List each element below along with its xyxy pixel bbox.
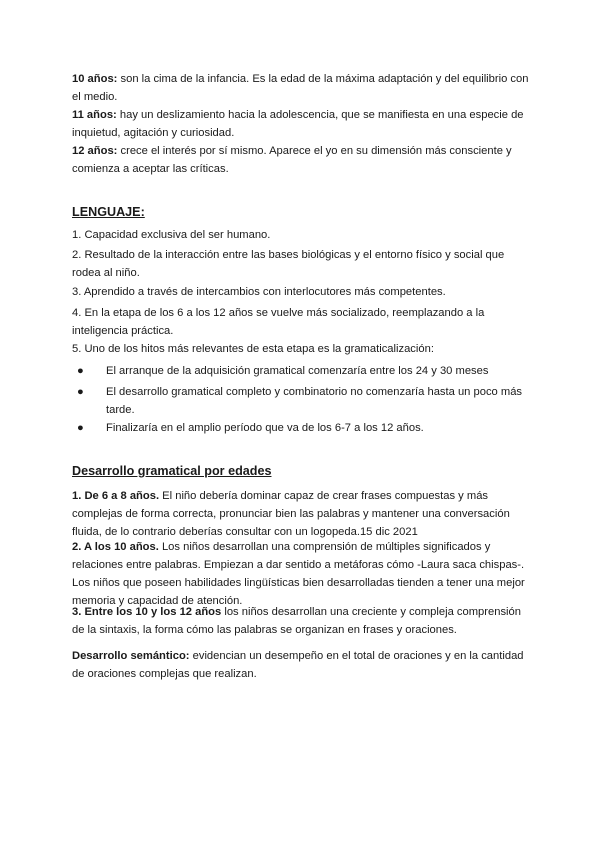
desarrollo-item-2 (72, 538, 532, 610)
lenguaje-item-1: 1. Capacidad exclusiva del ser humano. (72, 229, 271, 241)
age-paragraph-10 (72, 70, 532, 106)
age-text: crece el interés por sí mismo. Aparece el yo en su dimensión más consciente y comienza a aceptar las críticas. (72, 145, 512, 175)
desarrollo-label: 3. Entre los 10 y los 12 años (72, 606, 222, 618)
desarrollo-text: los niños desarrollan una creciente y compleja comprensión de la sintaxis, la forma cómo las palabras se organizan en frases y oraciones. (72, 606, 521, 636)
bullet-text: El arranque de la adquisición gramatical comenzaría entre los 24 y 30 meses (106, 365, 489, 377)
desarrollo-item-3 (72, 603, 532, 639)
desarrollo-semantico (72, 647, 532, 683)
lenguaje-item-3: 3. Aprendido a través de intercambios con interlocutores más competentes. (72, 286, 446, 298)
lenguaje-item-4: 4. En la etapa de los 6 a los 12 años se vuelve más socializado, reemplazando a la inteligencia práctica. (72, 307, 485, 337)
lenguaje-bullet (77, 419, 532, 437)
desarrollo-heading: Desarrollo gramatical por edades (72, 464, 272, 478)
lenguaje-bullet (77, 383, 532, 419)
age-label: 12 años: (72, 145, 118, 157)
lenguaje-heading: LENGUAJE: (72, 205, 145, 219)
age-text: son la cima de la infancia. Es la edad de la máxima adaptación y del equilibrio con el medio. (72, 73, 529, 103)
bullet-text: El desarrollo gramatical completo y combinatorio no comenzaría hasta un poco más tarde. (106, 386, 523, 416)
age-paragraph-11 (72, 106, 532, 142)
semantico-text: evidencian un desempeño en el total de oraciones y en la cantidad de oraciones complejas que realizan. (72, 650, 524, 680)
desarrollo-text: Los niños desarrollan una comprensión de múltiples significados y relaciones entre palabras. Empiezan a dar sentido a metáforas cómo -Laura saca chispas-. Los niños que poseen habilidades lingüísticas bien desarrolladas tienden a tener una mejor memoria y capacidad de atención. (72, 541, 525, 607)
lenguaje-item-5: 5. Uno de los hitos más relevantes de esta etapa es la gramaticalización: (72, 343, 434, 355)
bullet-dot-icon: ● (77, 365, 84, 377)
desarrollo-item-1 (72, 487, 532, 541)
age-label: 10 años: (72, 73, 118, 85)
lenguaje-item-2: 2. Resultado de la interacción entre las bases biológicas y el entorno físico y social que rodea al niño. (72, 249, 505, 279)
age-text: hay un deslizamiento hacia la adolescencia, que se manifiesta en una especie de inquietud, agitación y curiosidad. (72, 109, 524, 139)
lenguaje-bullet (77, 362, 532, 380)
bullet-dot-icon: ● (77, 422, 84, 434)
desarrollo-label: 1. De 6 a 8 años. (72, 490, 160, 502)
age-label: 11 años: (72, 109, 117, 121)
bullet-text: Finalizaría en el amplio período que va de los 6-7 a los 12 años. (106, 422, 424, 434)
desarrollo-label: 2. A los 10 años. (72, 541, 159, 553)
bullet-dot-icon: ● (77, 386, 84, 398)
desarrollo-text: El niño debería dominar capaz de crear frases compuestas y más complejas de forma correcta, pronunciar bien las palabras y mantener una conversación fluida, de lo contrario deberías consultar con un logopeda.15 dic 2021 (72, 490, 510, 538)
semantico-label: Desarrollo semántico: (72, 650, 190, 662)
age-paragraph-12 (72, 142, 532, 178)
